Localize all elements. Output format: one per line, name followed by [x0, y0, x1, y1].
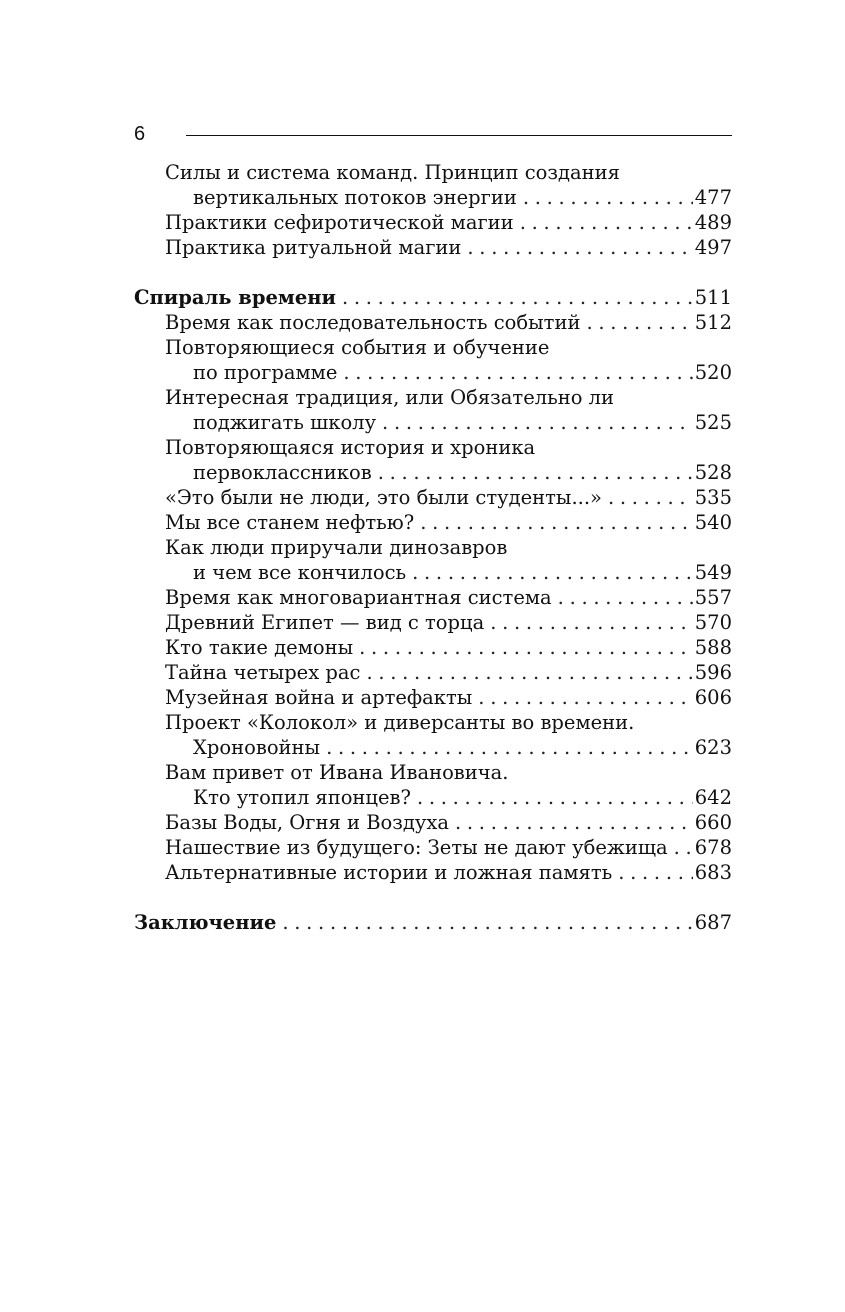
- toc-chapter: [134, 910, 732, 935]
- toc-entry-title: Время как многовариантная система: [165, 586, 552, 609]
- dot-leader: [674, 835, 693, 860]
- dot-leader: [523, 185, 693, 210]
- toc-entry-title-line: Интересная традиция, или Обязательно ли: [165, 386, 615, 409]
- toc-chapter: [134, 285, 732, 310]
- toc-entry: [134, 485, 732, 510]
- toc-page-number: 683: [694, 861, 732, 884]
- toc-page-number: 588: [694, 636, 732, 659]
- toc-page-number: 540: [694, 511, 732, 534]
- toc-entry-title-line: Проект «Колокол» и диверсанты во времени.: [165, 711, 635, 734]
- dot-leader: [608, 485, 693, 510]
- dot-leader: [366, 660, 692, 685]
- toc-entry: [134, 835, 732, 860]
- toc-page-number: 512: [694, 311, 732, 334]
- toc-entry-title: Хроновойны: [193, 736, 321, 759]
- toc-page-number: 535: [694, 486, 732, 509]
- table-of-contents: [134, 160, 732, 935]
- dot-leader: [326, 735, 693, 760]
- toc-entry-title: и чем все кончилось: [193, 561, 407, 584]
- toc-entry: [134, 385, 732, 435]
- toc-entry: [134, 535, 732, 585]
- dot-leader: [417, 785, 693, 810]
- dot-leader: [490, 610, 693, 635]
- toc-entry: [134, 235, 732, 260]
- toc-entry-title: Кто утопил японцев?: [193, 786, 411, 809]
- toc-page-number: 520: [694, 361, 732, 384]
- toc-entry-title-line: Как люди приручали динозавров: [165, 536, 508, 559]
- toc-section: [134, 285, 732, 885]
- toc-page-number: 596: [694, 661, 732, 684]
- dot-leader: [618, 860, 693, 885]
- toc-entry-title-line: Повторяющаяся история и хроника: [165, 436, 536, 459]
- toc-entry-title: Музейная война и артефакты: [165, 686, 473, 709]
- toc-entry: [134, 760, 732, 810]
- toc-entry: [134, 435, 732, 485]
- toc-page-number: 557: [694, 586, 732, 609]
- toc-entry: [134, 335, 732, 385]
- toc-entry-title: Нашествие из будущего: Зеты не дают убежища: [165, 836, 668, 859]
- dot-leader: [467, 235, 692, 260]
- toc-page-number: 606: [694, 686, 732, 709]
- dot-leader: [478, 685, 692, 710]
- toc-entry-title: Время как последовательность событий: [165, 311, 581, 334]
- toc-entry-title: Практики сефиротической магии: [165, 211, 514, 234]
- toc-entry: [134, 810, 732, 835]
- toc-entry-title: Спираль времени: [134, 286, 336, 309]
- toc-entry-title: Кто такие демоны: [165, 636, 354, 659]
- toc-page-number: 511: [694, 286, 732, 309]
- dot-leader: [378, 460, 693, 485]
- toc-entry-title: вертикальных потоков энергии: [193, 186, 517, 209]
- toc-page-number: 489: [694, 211, 732, 234]
- toc-entry-title: Альтернативные истории и ложная память: [165, 861, 613, 884]
- dot-leader: [558, 585, 693, 610]
- dot-leader: [520, 210, 693, 235]
- toc-section: [134, 910, 732, 935]
- page-header: [134, 122, 732, 148]
- dot-leader: [282, 910, 692, 935]
- toc-entry-title: Базы Воды, Огня и Воздуха: [165, 811, 450, 834]
- toc-entry-title: Древний Египет — вид с торца: [165, 611, 485, 634]
- dot-leader: [343, 360, 692, 385]
- toc-entry-title: по программе: [193, 361, 338, 384]
- header-rule: [186, 135, 732, 136]
- toc-entry: [134, 210, 732, 235]
- toc-entry: [134, 610, 732, 635]
- toc-entry: [134, 710, 732, 760]
- toc-page-number: 642: [694, 786, 732, 809]
- toc-entry-title: «Это были не люди, это были студенты...»: [165, 486, 602, 509]
- dot-leader: [342, 285, 693, 310]
- toc-entry: [134, 685, 732, 710]
- toc-entry-title-line: Повторяющиеся события и обучение: [165, 336, 550, 359]
- toc-page-number: 660: [694, 811, 732, 834]
- toc-entry-title: Мы все станем нефтью?: [165, 511, 415, 534]
- toc-entry-title-line: Вам привет от Ивана Ивановича.: [165, 761, 509, 784]
- toc-entry: [134, 635, 732, 660]
- toc-entry-title: Практика ритуальной магии: [165, 236, 462, 259]
- toc-entry-title: Тайна четырех рас: [165, 661, 361, 684]
- toc-entry: [134, 510, 732, 535]
- toc-entry: [134, 585, 732, 610]
- toc-section: [134, 160, 732, 260]
- toc-entry: [134, 860, 732, 885]
- toc-entry: [134, 310, 732, 335]
- toc-page-number: 678: [694, 836, 732, 859]
- toc-page-number: 477: [694, 186, 732, 209]
- toc-entry: [134, 160, 732, 210]
- toc-page-number: 570: [694, 611, 732, 634]
- dot-leader: [359, 635, 693, 660]
- dot-leader: [420, 510, 693, 535]
- dot-leader: [382, 410, 693, 435]
- dot-leader: [455, 810, 693, 835]
- toc-page-number: 549: [694, 561, 732, 584]
- toc-entry: [134, 660, 732, 685]
- toc-page-number: 497: [694, 236, 732, 259]
- toc-entry-title: первоклассников: [193, 461, 372, 484]
- toc-page-number: 623: [694, 736, 732, 759]
- toc-page-number: 687: [694, 911, 732, 934]
- dot-leader: [586, 310, 692, 335]
- toc-page-number: 528: [694, 461, 732, 484]
- toc-entry-title: Заключение: [134, 911, 277, 934]
- toc-page-number: 525: [694, 411, 732, 434]
- dot-leader: [412, 560, 693, 585]
- toc-entry-title: поджигать школу: [193, 411, 377, 434]
- toc-entry-title-line: Силы и система команд. Принцип создания: [165, 161, 620, 184]
- page-number: 6: [134, 123, 146, 145]
